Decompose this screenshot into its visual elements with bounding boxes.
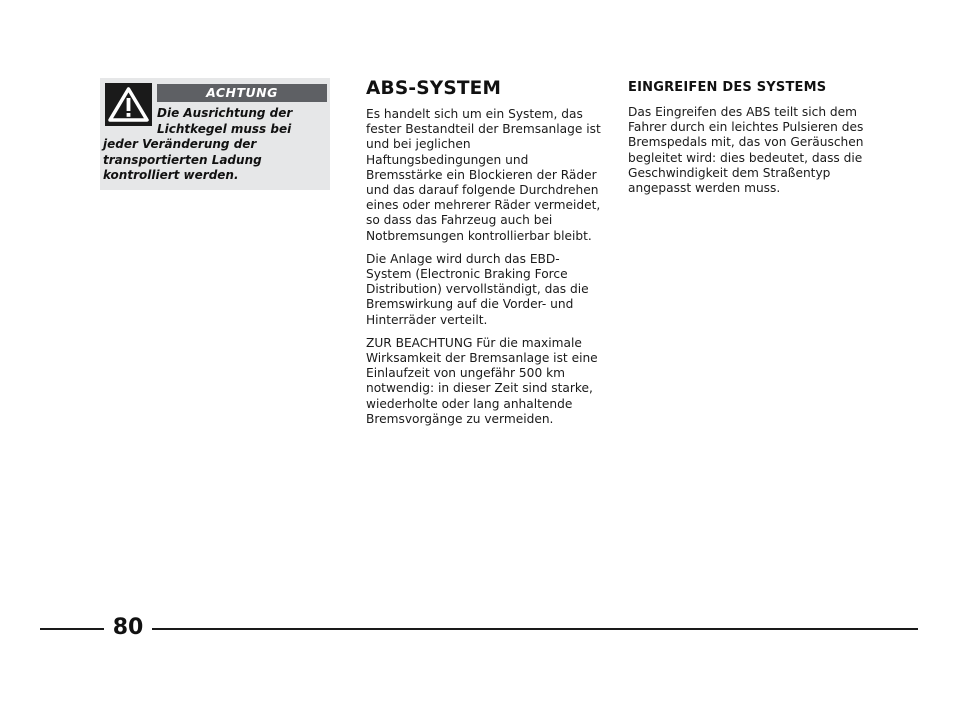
icon-spacer [103, 106, 157, 136]
warning-text: Die Ausrichtung der Lichtkegel muss bei jeder Veränderung der transportierten Ladung kontrolliert werden. [103, 106, 293, 182]
footer-rule-right [152, 628, 918, 630]
abs-title: ABS-SYSTEM [366, 78, 502, 99]
warning-header: ACHTUNG [157, 84, 327, 102]
intervention-section [628, 78, 868, 204]
warning-box [100, 78, 330, 190]
footer-rule-left [40, 628, 104, 630]
abs-paragraph: ZUR BEACHTUNG Für die maximale Wirksamkeit der Bremsanlage ist eine Einlaufzeit von ungefähr 500 km notwendig: in dieser Zeit sind starke, wiederholte oder lang anhaltende Bremsvorgänge zu vermeiden. [366, 335, 598, 426]
page-number: 80 [112, 615, 144, 640]
intervention-title: EINGREIFEN DES SYSTEMS [628, 80, 827, 95]
intervention-paragraph: Das Eingreifen des ABS teilt sich dem Fahrer durch ein leichtes Pulsieren des Bremspedals mit, das von Geräuschen begleitet wird: dies bedeutet, dass die Geschwindigkeit dem Straßentyp angepasst werden muss. [628, 105, 864, 196]
abs-paragraph: Die Anlage wird durch das EBD-System (Electronic Braking Force Distribution) vervollständigt, das die Bremswirkung auf die Vorder- und Hinterräder verteilt. [366, 251, 589, 327]
abs-paragraph: Es handelt sich um ein System, das fester Bestandteil der Bremsanlage ist und bei jeglichen Haftungsbedingungen und Bremsstärke ein Blockieren der Räder und das darauf folgende Durchdrehen eines oder mehrerer Räder vermeidet, so dass das Fahrzeug auch bei Notbremsungen kontrollierbar bleibt. [366, 107, 601, 243]
abs-section [366, 78, 602, 435]
warning-text-block [103, 106, 325, 184]
